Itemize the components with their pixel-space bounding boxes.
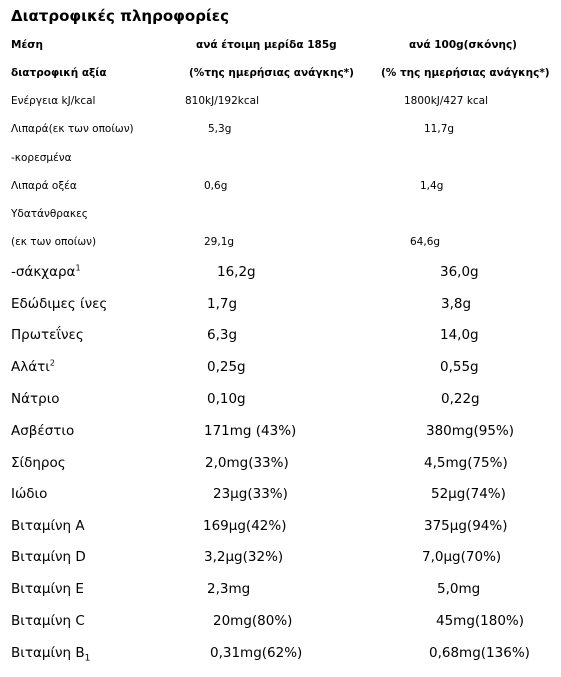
nutrient-label: Πρωτεΐνες <box>11 327 84 343</box>
nutrient-label: Νάτριο <box>11 391 60 407</box>
nutrient-row <box>0 123 561 143</box>
nutrient-label: (εκ των οποίων) <box>11 236 97 248</box>
value-per-100g: 380mg(95%) <box>426 423 515 439</box>
value-serving: 810kJ/192kcal <box>185 95 260 107</box>
nutrient-label: Ιώδιο <box>11 486 48 502</box>
nutrient-label: Βιταμίνη $B_1$ <box>11 645 91 664</box>
footnote-mark: 1 <box>75 263 81 273</box>
nutrient-row <box>0 152 561 172</box>
value-serving: 3,2μg(32%) <box>204 549 284 565</box>
header-serving: ανά έτοιμη μερίδα 185g <box>196 39 337 51</box>
nutrient-label: Βιταμίνη C <box>11 613 85 629</box>
value-per-100g: 3,8g <box>441 296 472 312</box>
header-row <box>0 39 561 59</box>
nutrient-row <box>0 180 561 200</box>
value-per-100g: 5,0mg <box>437 581 481 597</box>
nutrient-row <box>0 327 561 347</box>
value-serving: 2,3mg <box>207 581 251 597</box>
value-per-100g: 0,22g <box>441 391 480 407</box>
nutrient-row <box>0 613 561 633</box>
value-serving: 171mg (43%) <box>204 423 297 439</box>
value-serving: 0,10g <box>207 391 246 407</box>
header-row <box>0 67 561 87</box>
nutrient-row <box>0 518 561 538</box>
value-per-100g: 52μg(74%) <box>431 486 506 502</box>
value-per-100g: 0,55g <box>440 359 479 375</box>
nutrient-row <box>0 359 561 379</box>
nutrient-label: Εδώδιμες ίνες <box>11 296 108 312</box>
nutrient-label: -κορεσμένα <box>11 152 72 164</box>
nutrient-label: Σίδηρος <box>11 455 66 471</box>
header-per-100g: ανά 100g(σκόνης) <box>409 39 517 51</box>
nutrient-row <box>0 264 561 284</box>
nutrient-row <box>0 296 561 316</box>
header-serving: (%της ημερήσιας ανάγκης*) <box>189 67 354 79</box>
value-serving: 20mg(80%) <box>213 613 293 629</box>
value-serving: 5,3g <box>208 123 232 135</box>
nutrient-row <box>0 236 561 256</box>
value-per-100g: 14,0g <box>440 327 479 343</box>
nutrient-row <box>0 391 561 411</box>
nutrient-row <box>0 581 561 601</box>
value-per-100g: 11,7g <box>424 123 455 135</box>
value-serving: 0,6g <box>204 180 228 192</box>
page-title: Διατροφικές πληροφορίες <box>11 7 230 25</box>
nutrient-label: -σάκχαρα$^1$ <box>11 263 81 280</box>
value-serving: 6,3g <box>207 327 238 343</box>
value-serving: 23μg(33%) <box>213 486 288 502</box>
footnote-mark: 2 <box>49 358 55 368</box>
nutrient-row <box>0 455 561 475</box>
value-per-100g: 7,0μg(70%) <box>422 549 502 565</box>
nutrient-row <box>0 549 561 569</box>
value-per-100g: 375μg(94%) <box>424 518 508 534</box>
nutrient-label: Βιταμίνη Α <box>11 518 85 534</box>
nutrient-row <box>0 645 561 665</box>
value-per-100g: 1,4g <box>420 180 444 192</box>
value-serving: 2,0mg(33%) <box>205 455 289 471</box>
value-per-100g: 1800kJ/427 kcal <box>404 95 489 107</box>
value-serving: 16,2g <box>217 264 256 280</box>
value-serving: 1,7g <box>207 296 238 312</box>
nutrient-label: Αλάτι$^2$ <box>11 358 55 375</box>
value-serving: 169μg(42%) <box>203 518 287 534</box>
subscript-mark: 1 <box>84 653 91 664</box>
nutrient-label: Υδατάνθρακες <box>11 208 88 220</box>
value-per-100g: 4,5mg(75%) <box>424 455 508 471</box>
value-per-100g: 45mg(180%) <box>436 613 525 629</box>
nutrient-label: Ασβέστιο <box>11 423 75 439</box>
header-label: διατροφική αξία <box>11 67 107 79</box>
nutrient-row <box>0 423 561 443</box>
value-per-100g: 0,68mg(136%) <box>429 645 530 661</box>
header-label: Μέση <box>11 39 43 51</box>
nutrient-label: Βιταμίνη D <box>11 549 86 565</box>
value-serving: 0,31mg(62%) <box>210 645 303 661</box>
value-serving: 29,1g <box>204 236 235 248</box>
value-serving: 0,25g <box>207 359 246 375</box>
nutrient-label: Βιταμίνη Ε <box>11 581 84 597</box>
nutrient-label: Ενέργεια kJ/kcal <box>11 95 96 107</box>
nutrient-label: Λιπαρά(εκ των οποίων) <box>11 123 134 135</box>
nutrient-row <box>0 95 561 115</box>
value-per-100g: 64,6g <box>410 236 441 248</box>
header-per-100g: (% της ημερήσιας ανάγκης*) <box>381 67 550 79</box>
nutrient-label: Λιπαρά οξέα <box>11 180 77 192</box>
nutrient-row <box>0 208 561 228</box>
value-per-100g: 36,0g <box>440 264 479 280</box>
nutrient-row <box>0 486 561 506</box>
